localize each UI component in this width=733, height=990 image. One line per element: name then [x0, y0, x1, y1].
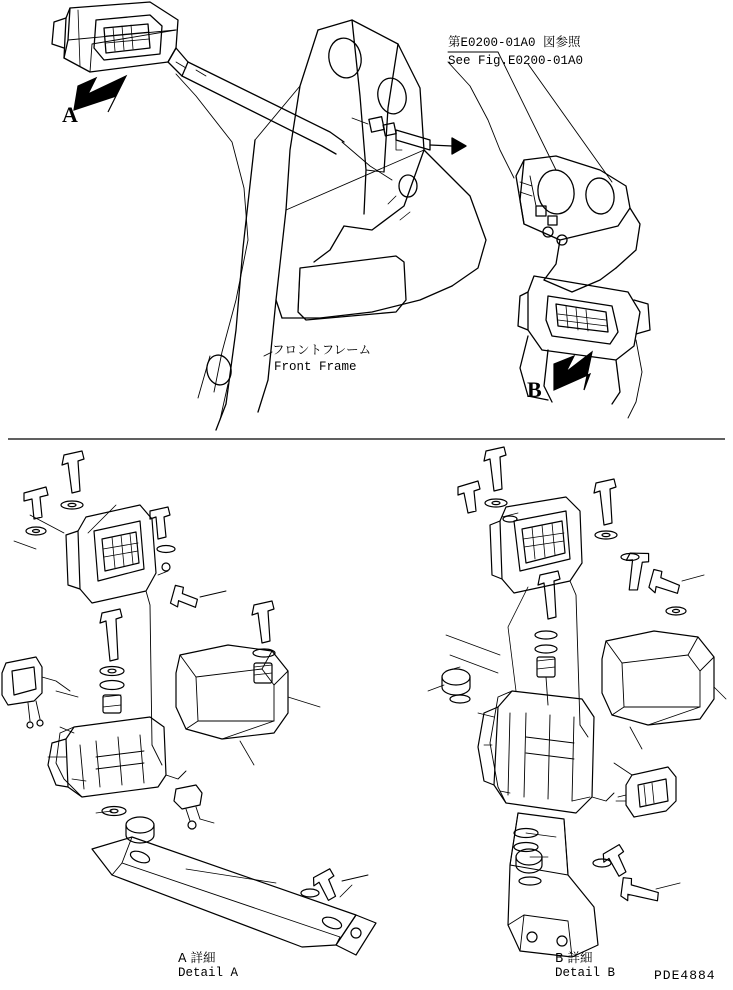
front-frame-label-en: Front Frame	[274, 360, 357, 374]
detail-b-illustration	[380, 445, 733, 990]
front-frame-label-jp: フロントフレーム	[272, 342, 372, 357]
reference-note-jp: 第E0200-01A0 図参照	[448, 36, 581, 50]
callout-arrow-b	[554, 352, 592, 390]
section-divider	[0, 436, 733, 442]
detail-b-title-jp: B 詳細	[555, 950, 593, 965]
detail-b-title-en: Detail B	[555, 966, 616, 980]
top-view-illustration	[0, 0, 733, 440]
callout-label-b: B	[527, 377, 542, 402]
callout-label-a: A	[62, 102, 78, 127]
callout-arrow-a	[74, 76, 126, 112]
detail-a-illustration	[0, 445, 380, 990]
detail-a-title-jp: A 詳細	[178, 950, 216, 965]
detail-a-title-en: Detail A	[178, 966, 239, 980]
drawing-number: PDE4884	[654, 968, 716, 983]
reference-note-en: See Fig.E0200-01A0	[448, 54, 584, 68]
